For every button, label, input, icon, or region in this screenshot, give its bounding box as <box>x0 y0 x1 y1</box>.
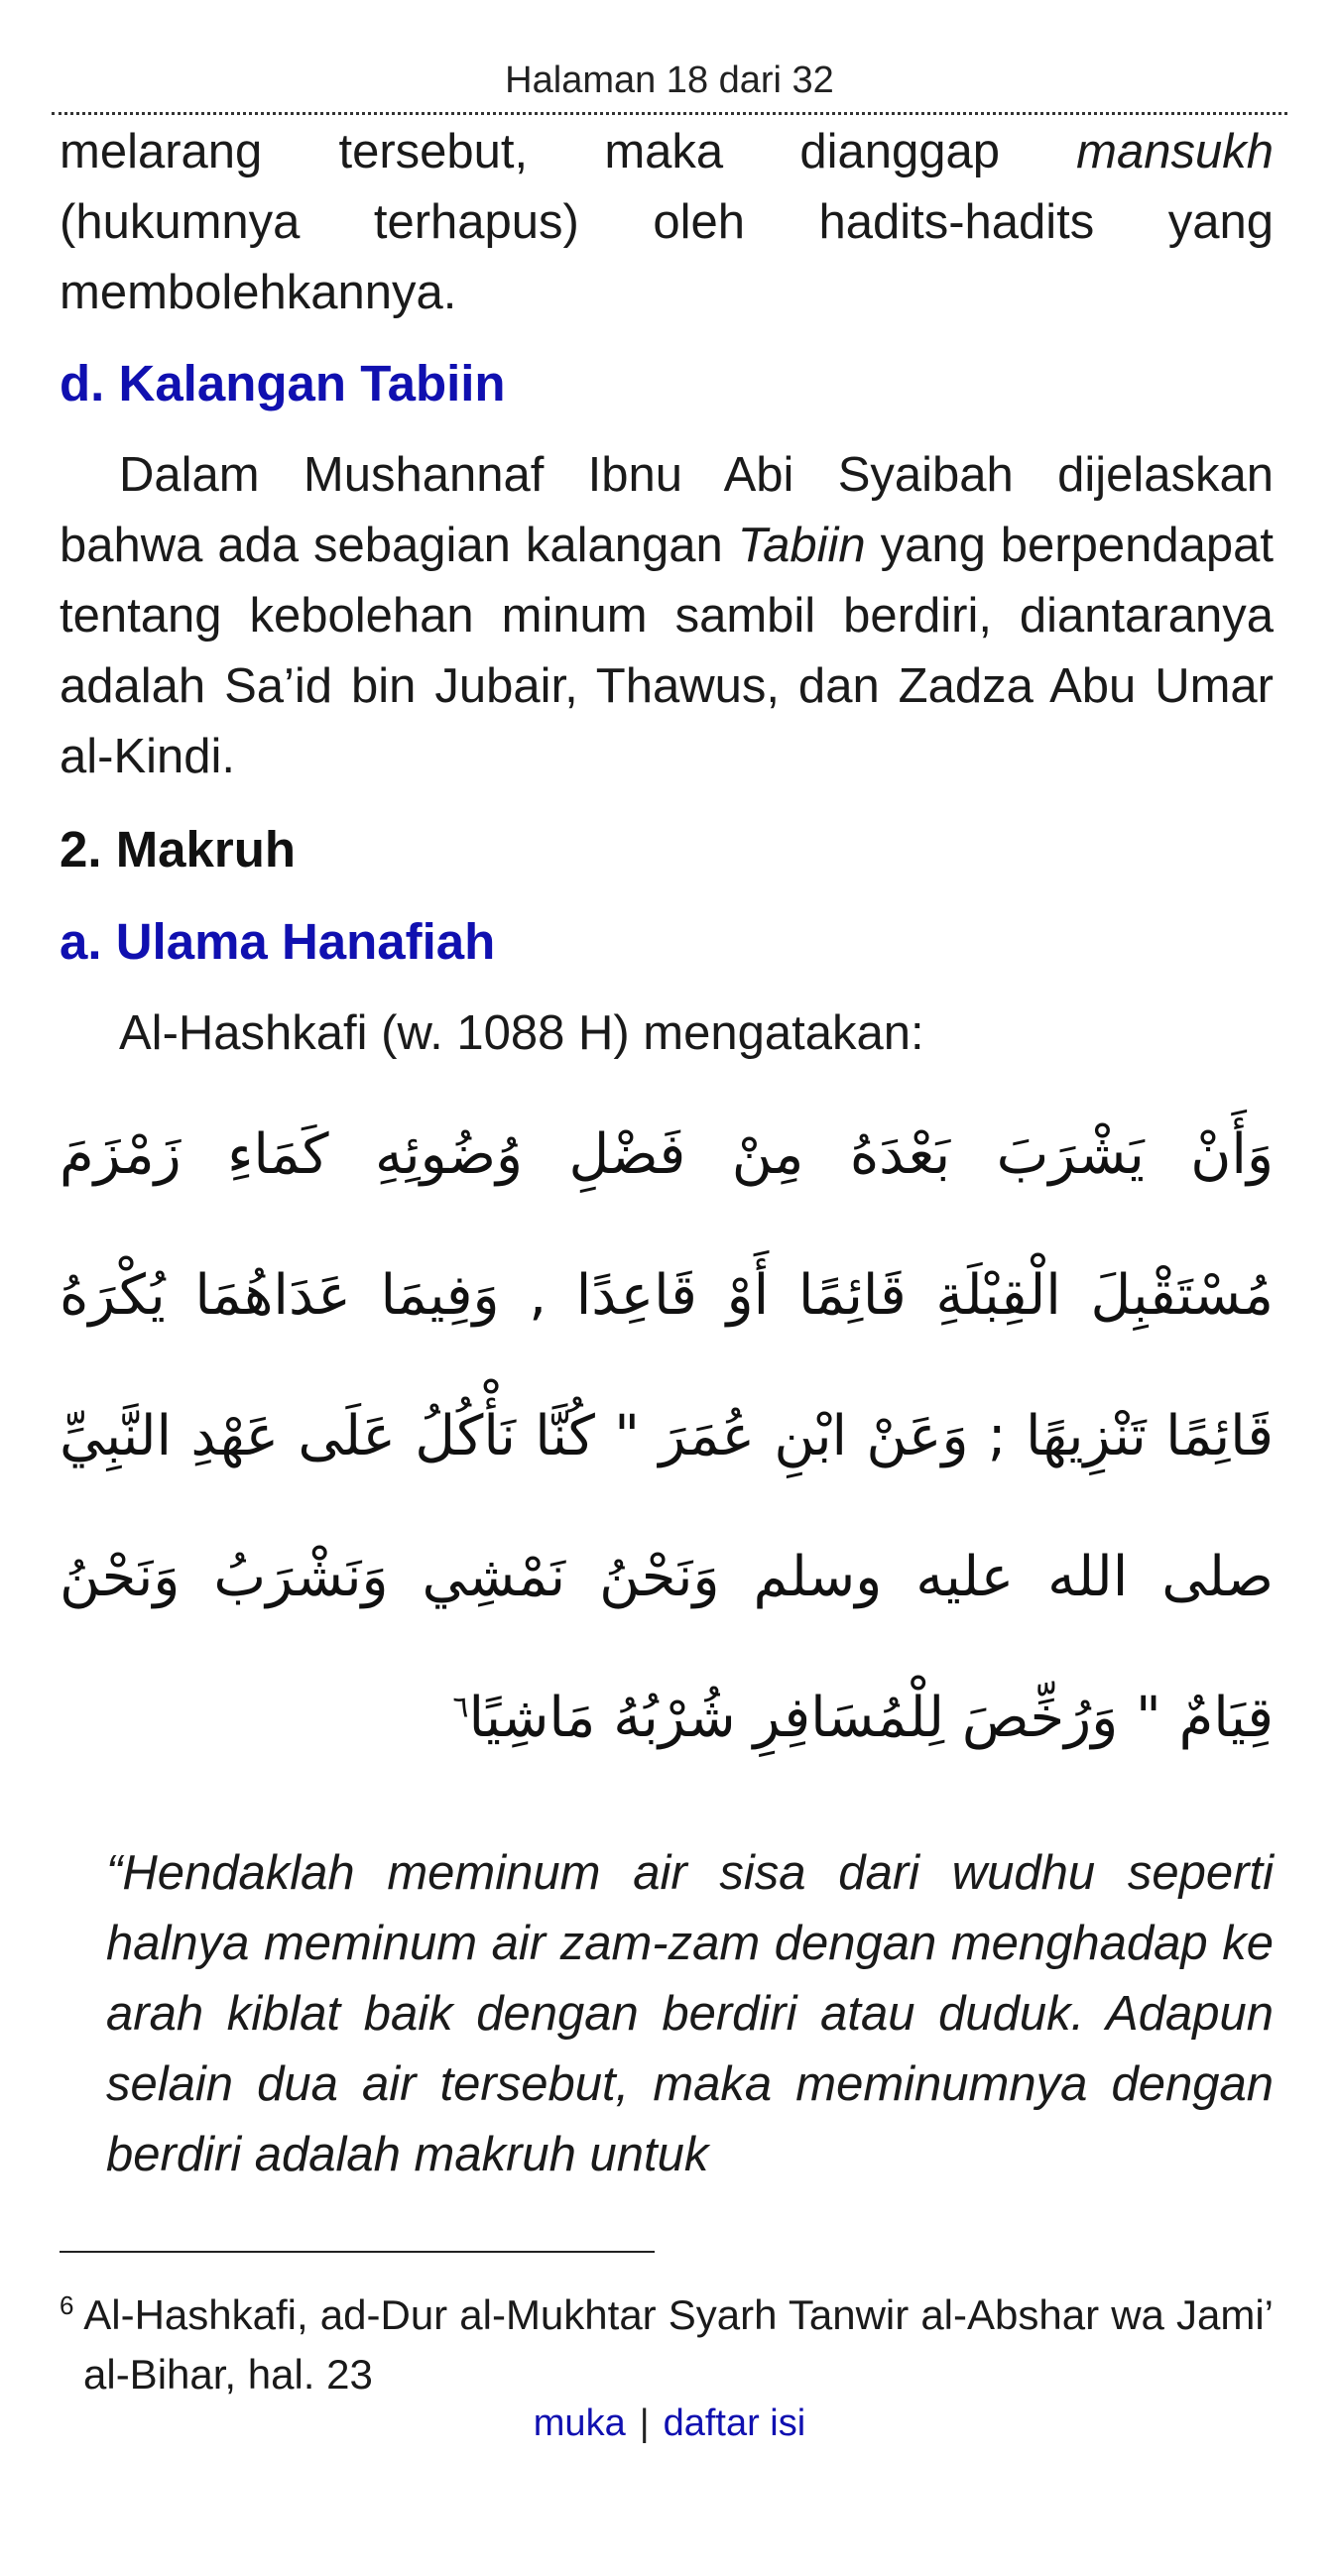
paragraph-tabiin <box>60 440 1274 792</box>
table-of-contents-link[interactable]: daftar isi <box>663 2402 806 2444</box>
paragraph-text: yang berpendapat tentang kebolehan minum sambil berdiri, diantaranya adalah Sa’id bin Jubair, Thawus, dan Zadza Abu Umar al-Kindi. <box>60 519 1274 783</box>
footnote-divider <box>60 2251 655 2253</box>
paragraph-text: melarang tersebut, maka dianggap <box>60 125 1077 178</box>
italic-term-mansukh: mansukh <box>1076 125 1274 178</box>
heading-ulama-hanafiah: a. Ulama Hanafiah <box>60 913 496 970</box>
heading-makruh: 2. Makruh <box>60 821 297 878</box>
paragraph-text: (hukumnya terhapus) oleh hadits-hadits yang membolehkannya. <box>60 195 1274 319</box>
paragraph-text: Dalam Mushannaf Ibnu Abi Syaibah dijelaskan bahwa ada sebagian kalangan <box>60 448 1274 572</box>
footnote-6 <box>60 2285 1274 2404</box>
footnote-text: Al-Hashkafi, ad-Dur al-Mukhtar Syarh Tanwir al-Abshar wa Jami’ al-Bihar, hal. 23 <box>73 2291 1274 2398</box>
translation-quote: “Hendaklah meminum air sisa dari wudhu seperti halnya meminum air zam-zam dengan menghadap ke arah kiblat baik dengan berdiri atau duduk. Adapun selain dua air tersebut, maka meminumnya dengan berdiri adalah makruh untuk <box>106 1846 1274 2181</box>
page-content <box>60 117 1274 2190</box>
header-divider <box>52 112 1287 115</box>
arabic-quotation <box>60 1085 1274 1789</box>
heading-kalangan-tabiin: d. Kalangan Tabiin <box>60 355 506 411</box>
nav-separator: | <box>639 2402 650 2444</box>
page-header: Halaman 18 dari 32 <box>505 59 834 101</box>
footnote-number: 6 <box>60 2290 74 2320</box>
italic-term-tabiin: Tabiin <box>737 519 866 572</box>
footnote-ref-6[interactable]: ٦ <box>452 1690 469 1725</box>
page-navigation <box>0 2402 1339 2445</box>
paragraph-mansukh <box>60 117 1274 328</box>
paragraph-hashkafi-intro: Al-Hashkafi (w. 1088 H) mengatakan: <box>119 1006 924 1060</box>
home-link[interactable]: muka <box>533 2402 626 2444</box>
arabic-text: وَأَنْ يَشْرَبَ بَعْدَهُ مِنْ فَضْلِ وُضُوئِهِ كَمَاءِ زَمْزَمَ مُسْتَقْبِلَ الْقِبْلَةِ قَائِمًا أَوْ قَاعِدًا , وَفِيمَا عَدَاهُمَا يُكْرَهُ قَائِمًا تَنْزِيهًا ; وَعَنْ ابْنِ عُمَرَ " كُنَّا نَأْكُلُ عَلَى عَهْدِ النَّبِيِّ صلى الله عليه وسلم وَنَحْنُ نَمْشِي وَنَشْرَبُ وَنَحْنُ قِيَامٌ " وَرُخِّصَ لِلْمُسَافِرِ شُرْبُهُ مَاشِيًا <box>60 1122 1274 1750</box>
